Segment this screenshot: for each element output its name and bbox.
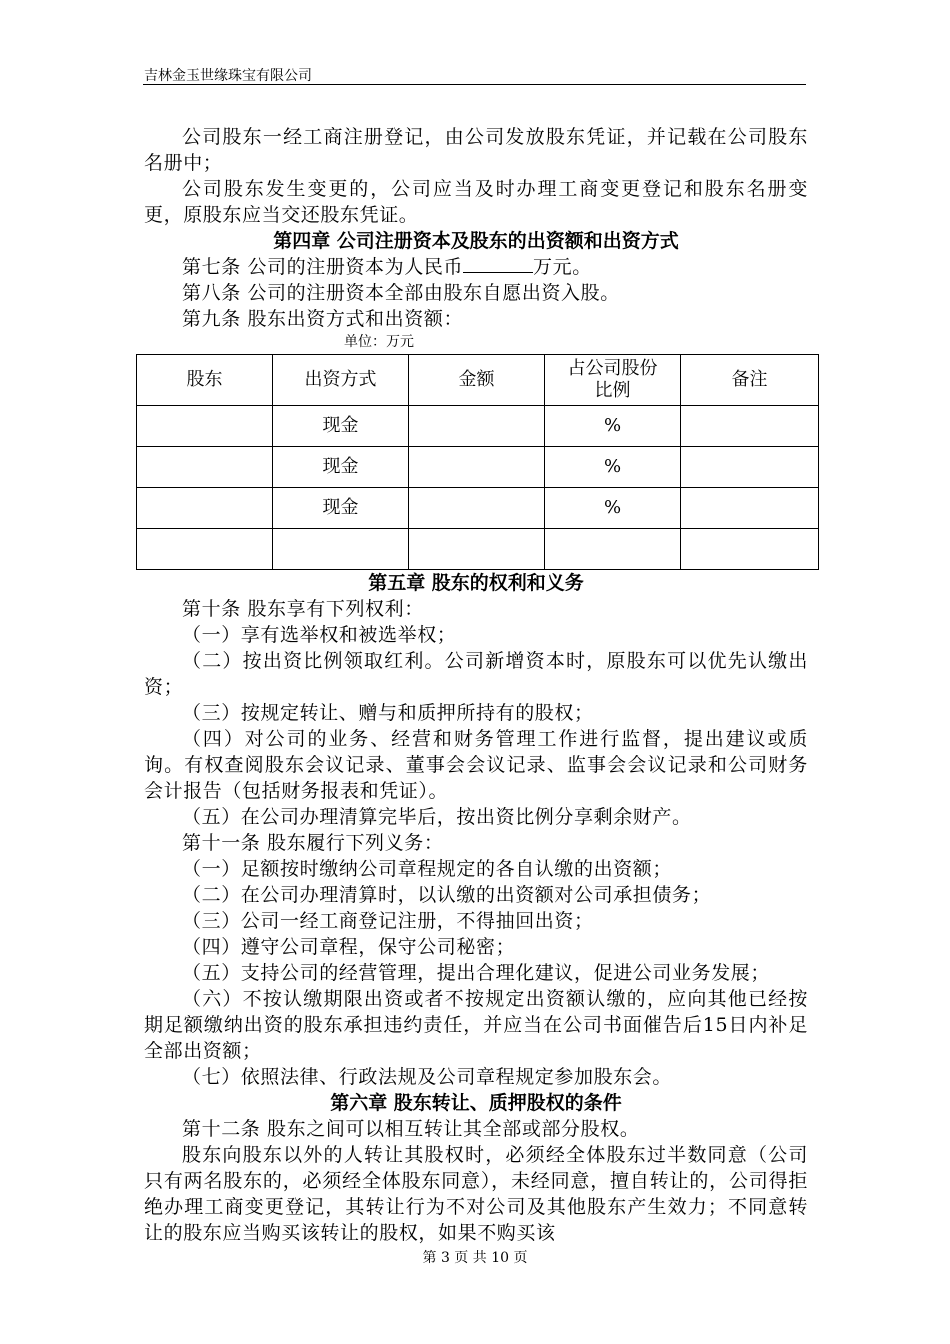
paragraph: 公司股东发生变更的，公司应当及时办理工商变更登记和股东名册变更，原股东应当交还股东凭证。	[144, 178, 808, 226]
table-cell: 现金	[273, 447, 409, 488]
table-cell	[409, 406, 545, 447]
paragraph: （二）按出资比例领取红利。公司新增资本时，原股东可以优先认缴出资；	[144, 650, 808, 698]
paragraph: 第十条 股东享有下列权利：	[182, 598, 424, 620]
article-7	[144, 254, 808, 280]
table-cell	[409, 447, 545, 488]
table-cell	[409, 488, 545, 529]
table-cell	[137, 447, 273, 488]
table-cell: %	[545, 447, 681, 488]
article-9: 第九条 股东出资方式和出资额：	[182, 308, 464, 330]
table-header-cell: 股东	[137, 355, 273, 406]
article-7-unit: 万元。	[533, 256, 592, 278]
table-cell	[137, 529, 273, 570]
paragraph: 股东向股东以外的人转让其股权时，必须经全体股东过半数同意（公司只有两名股东的，必须经全体股东同意），未经同意，擅自转让的，公司得拒绝办理工商变更登记，其转让行为不对公司及其他股东产生效力；不同意转让的股东应当购买该转让的股权，如果不购买该	[144, 1144, 808, 1244]
table-header-cell: 出资方式	[273, 355, 409, 406]
paragraph: 第十二条 股东之间可以相互转让其全部或部分股权。	[182, 1118, 640, 1140]
paragraph: （五）在公司办理清算完毕后，按出资比例分享剩余财产。	[182, 806, 692, 828]
article-7-text: 第七条 公司的注册资本为人民币	[182, 256, 464, 278]
paragraph: （二）在公司办理清算时，以认缴的出资额对公司承担债务；	[182, 884, 712, 906]
table-cell	[681, 529, 819, 570]
table-header-row	[137, 355, 819, 406]
table-cell	[681, 406, 819, 447]
table-cell	[545, 529, 681, 570]
table-cell	[681, 447, 819, 488]
header-divider	[143, 84, 806, 85]
table-cell: 现金	[273, 488, 409, 529]
table-cell	[409, 529, 545, 570]
chapter-4-title: 第四章 公司注册资本及股东的出资额和出资方式	[273, 230, 679, 252]
table-header-cell: 备注	[681, 355, 819, 406]
table-cell	[681, 488, 819, 529]
paragraph: （三）公司一经工商登记注册，不得抽回出资；	[182, 910, 594, 932]
table-cell	[137, 488, 273, 529]
table-unit-label: 单位：万元	[344, 334, 414, 350]
table-header-cell: 金额	[409, 355, 545, 406]
table-cell	[273, 529, 409, 570]
paragraph: 第十一条 股东履行下列义务：	[182, 832, 444, 854]
page-number-footer: 第 3 页 共 10 页	[422, 1250, 528, 1266]
table-header-cell: 占公司股份比例	[545, 355, 681, 406]
paragraph: （六）不按认缴期限出资或者不按规定出资额认缴的，应向其他已经按期足额缴纳出资的股东承担违约责任，并应当在公司书面催告后15日内补足全部出资额；	[144, 988, 808, 1062]
table-row	[137, 529, 819, 570]
paragraph: 公司股东一经工商注册登记，由公司发放股东凭证，并记载在公司股东名册中；	[144, 126, 808, 174]
chapter-6-title: 第六章 股东转让、质押股权的条件	[330, 1092, 622, 1114]
table-row	[137, 447, 819, 488]
chapter-5-title: 第五章 股东的权利和义务	[368, 572, 584, 594]
table-row	[137, 406, 819, 447]
paragraph: （四）对公司的业务、经营和财务管理工作进行监督，提出建议或质询。有权查阅股东会议记录、董事会会议记录、监事会会议记录和公司财务会计报告（包括财务报表和凭证）。	[144, 728, 808, 802]
paragraph: （七）依照法律、行政法规及公司章程规定参加股东会。	[182, 1066, 673, 1088]
paragraph: （一）足额按时缴纳公司章程规定的各自认缴的出资额；	[182, 858, 673, 880]
table-cell: %	[545, 488, 681, 529]
paragraph: （五）支持公司的经营管理，提出合理化建议，促进公司业务发展；	[182, 962, 771, 984]
paragraph: （一）享有选举权和被选举权；	[182, 624, 457, 646]
table-cell	[137, 406, 273, 447]
table-cell: %	[545, 406, 681, 447]
paragraph: （三）按规定转让、赠与和质押所持有的股权；	[182, 702, 594, 724]
fill-in-blank	[463, 256, 533, 273]
table-cell: 现金	[273, 406, 409, 447]
paragraph: （四）遵守公司章程，保守公司秘密；	[182, 936, 516, 958]
document-header: 吉林金玉世缘珠宝有限公司	[144, 68, 312, 84]
article-8: 第八条 公司的注册资本全部由股东自愿出资入股。	[182, 282, 620, 304]
shareholder-contribution-table	[136, 354, 819, 570]
table-row	[137, 488, 819, 529]
page-body	[144, 124, 808, 1246]
